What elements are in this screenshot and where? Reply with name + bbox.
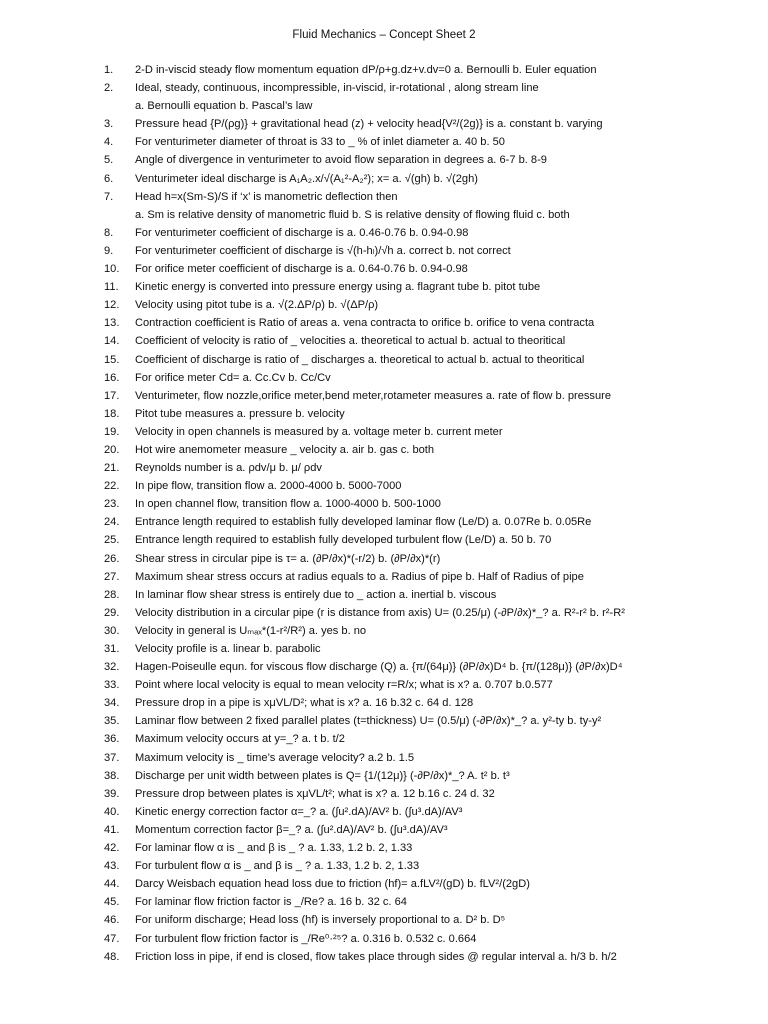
question-item	[104, 206, 704, 224]
question-text: Point where local velocity is equal to mean velocity r=R/x; what is x? a. 0.707 b.0.577	[135, 679, 553, 692]
question-item	[104, 351, 704, 369]
question-text: Velocity in open channels is measured by a. voltage meter b. current meter	[135, 425, 503, 438]
question-item	[104, 278, 704, 296]
question-item	[104, 332, 704, 350]
question-number: 12.	[104, 299, 120, 312]
question-number: 48.	[104, 950, 120, 963]
question-item	[104, 531, 704, 549]
question-text: Coefficient of discharge is ratio of _ discharges a. theoretical to actual b. actual to theoritical	[135, 353, 585, 366]
question-text: Velocity distribution in a circular pipe (r is distance from axis) U= (0.25/μ) (-∂P/∂x)*_? a. R²-r² b. r²-R²	[135, 606, 625, 619]
question-number: 36.	[104, 733, 120, 746]
question-item	[104, 477, 704, 495]
question-item	[104, 676, 704, 694]
question-text: Velocity using pitot tube is a. √(2.ΔP/ρ) b. √(ΔP/ρ)	[135, 299, 379, 312]
question-text: For orifice meter Cd= a. Cc.Cv b. Cc/Cv	[135, 371, 331, 384]
question-item	[104, 405, 704, 423]
question-number: 18.	[104, 407, 120, 420]
question-text: Maximum velocity occurs at y=_? a. t b. t/2	[135, 733, 345, 746]
question-number: 27.	[104, 570, 120, 583]
question-list	[104, 61, 704, 966]
question-item	[104, 803, 704, 821]
question-item	[104, 133, 704, 151]
question-text: Venturimeter, flow nozzle,orifice meter,bend meter,rotameter measures a. rate of flow b. pressure	[135, 389, 612, 402]
question-number: 45.	[104, 896, 120, 909]
question-item	[104, 730, 704, 748]
question-number: 8.	[104, 226, 114, 239]
question-item	[104, 387, 704, 405]
question-number: 29.	[104, 606, 120, 619]
question-text: In open channel flow, transition flow a. 1000-4000 b. 500-1000	[135, 498, 441, 511]
question-item	[104, 640, 704, 658]
question-number: 16.	[104, 371, 120, 384]
page-title: Fluid Mechanics – Concept Sheet 2	[292, 29, 476, 41]
question-number: 22.	[104, 480, 120, 493]
question-item	[104, 61, 704, 79]
question-text: Venturimeter ideal discharge is A₁A₂.x/√(A₁²-A₂²); x= a. √(gh) b. √(2gh)	[135, 172, 478, 185]
question-number: 43.	[104, 860, 120, 873]
question-item	[104, 423, 704, 441]
question-text: For orifice meter coefficient of discharge is a. 0.64-0.76 b. 0.94-0.98	[135, 263, 468, 276]
question-item	[104, 314, 704, 332]
question-item	[104, 441, 704, 459]
question-text: Maximum velocity is _ time’s average velocity? a.2 b. 1.5	[135, 751, 415, 764]
question-text: Contraction coefficient is Ratio of areas a. vena contracta to orifice b. orifice to vena contracta	[135, 317, 595, 330]
question-item	[104, 115, 704, 133]
question-item	[104, 369, 704, 387]
question-text: In pipe flow, transition flow a. 2000-4000 b. 5000-7000	[135, 480, 402, 493]
question-text: Hot wire anemometer measure _ velocity a. air b. gas c. both	[135, 443, 435, 456]
question-text: a. Bernoulli equation b. Pascal’s law	[135, 100, 313, 113]
question-number: 34.	[104, 697, 120, 710]
question-text: Velocity in general is Uₘₐₓ*(1-r²/R²) a. yes b. no	[135, 624, 367, 637]
question-text: For turbulent flow friction factor is _/Re⁰·²⁵? a. 0.316 b. 0.532 c. 0.664	[135, 932, 477, 945]
question-item	[104, 550, 704, 568]
question-number: 46.	[104, 914, 120, 927]
question-number: 25.	[104, 534, 120, 547]
question-text: For laminar flow α is _ and β is _ ? a. 1.33, 1.2 b. 2, 1.33	[135, 842, 413, 855]
question-number: 5.	[104, 154, 114, 167]
question-text: For venturimeter coefficient of discharge is √(h-hₗ)/√h a. correct b. not correct	[135, 244, 511, 257]
question-item	[104, 260, 704, 278]
question-item	[104, 930, 704, 948]
question-number: 21.	[104, 462, 120, 475]
question-number: 30.	[104, 624, 120, 637]
question-item	[104, 296, 704, 314]
question-number: 23.	[104, 498, 120, 511]
question-text: Entrance length required to establish fully developed turbulent flow (Le/D) a. 50 b. 70	[135, 534, 552, 547]
question-item	[104, 604, 704, 622]
question-text: a. Sm is relative density of manometric fluid b. S is relative density of flowing fluid c. both	[135, 208, 570, 221]
question-text: For venturimeter coefficient of discharge is a. 0.46-0.76 b. 0.94-0.98	[135, 226, 469, 239]
question-number: 47.	[104, 932, 120, 945]
question-number: 33.	[104, 679, 120, 692]
question-text: Head h=x(Sm-S)/S if ‘x’ is manometric deflection then	[135, 190, 398, 203]
question-number: 1.	[104, 64, 114, 76]
question-text: Pressure drop between plates is xμVL/t²; what is x? a. 12 b.16 c. 24 d. 32	[135, 787, 495, 800]
question-text: For laminar flow friction factor is _/Re? a. 16 b. 32 c. 64	[135, 896, 407, 909]
question-item	[104, 170, 704, 188]
question-text: Hagen-Poiseulle equn. for viscous flow discharge (Q) a. {π/(64μ)} (∂P/∂x)D⁴ b. {π/(128μ)} (∂P/∂x)D⁴	[135, 661, 623, 674]
question-item	[104, 712, 704, 730]
question-number: 42.	[104, 842, 120, 855]
question-text: 2-D in-viscid steady flow momentum equation dP/ρ+g.dz+v.dv=0 a. Bernoulli b. Euler equation	[135, 64, 597, 76]
question-number: 24.	[104, 516, 120, 529]
question-item	[104, 875, 704, 893]
question-text: Coefficient of velocity is ratio of _ velocities a. theoretical to actual b. actual to theoritical	[135, 335, 566, 348]
question-number: 14.	[104, 335, 120, 348]
question-text: Laminar flow between 2 fixed parallel plates (t=thickness) U= (0.5/μ) (-∂P/∂x)*_? a. y²-ty b. ty-y²	[135, 715, 602, 728]
question-number: 20.	[104, 443, 120, 456]
question-text: Velocity profile is a. linear b. parabolic	[135, 643, 321, 655]
question-number: 4.	[104, 136, 114, 149]
question-number: 2.	[104, 82, 114, 95]
question-number: 15.	[104, 353, 120, 366]
question-number	[104, 206, 135, 224]
question-number: 37.	[104, 751, 120, 764]
question-item	[104, 948, 704, 966]
question-text: Momentum correction factor β=_? a. (∫u².dA)/AV² b. (∫u³.dA)/AV³	[135, 823, 448, 836]
question-item	[104, 857, 704, 875]
question-text: For venturimeter diameter of throat is 33 to _ % of inlet diameter a. 40 b. 50	[135, 136, 505, 149]
question-item	[104, 188, 704, 206]
question-item	[104, 821, 704, 839]
question-number: 11.	[104, 281, 119, 294]
question-item	[104, 97, 704, 115]
question-number: 38.	[104, 769, 120, 782]
question-number: 7.	[104, 190, 114, 203]
question-text: Friction loss in pipe, if end is closed, flow takes place through sides @ regular interval a. h/3 b. h/2	[135, 950, 617, 963]
question-number: 6.	[104, 172, 114, 185]
question-number: 17.	[104, 389, 120, 402]
question-text: Maximum shear stress occurs at radius equals to a. Radius of pipe b. Half of Radius of pipe	[135, 570, 584, 583]
question-number: 13.	[104, 317, 120, 330]
question-number: 31.	[104, 643, 120, 655]
question-item	[104, 839, 704, 857]
question-item	[104, 568, 704, 586]
question-number: 9.	[104, 244, 114, 257]
question-text: For uniform discharge; Head loss (hf) is inversely proportional to a. D² b. D⁵	[135, 914, 506, 927]
question-number: 19.	[104, 425, 120, 438]
question-text: Entrance length required to establish fully developed laminar flow (Le/D) a. 0.07Re b. 0.05Re	[135, 516, 592, 529]
question-number: 39.	[104, 787, 120, 800]
question-text: Discharge per unit width between plates is Q= {1/(12μ)} (-∂P/∂x)*_? A. t² b. t³	[135, 769, 510, 782]
question-item	[104, 893, 704, 911]
question-text: For turbulent flow α is _ and β is _ ? a. 1.33, 1.2 b. 2, 1.33	[135, 860, 420, 873]
question-number: 3.	[104, 118, 114, 131]
question-number: 35.	[104, 715, 120, 728]
question-item	[104, 79, 704, 97]
question-item	[104, 658, 704, 676]
question-item	[104, 151, 704, 169]
question-number: 10.	[104, 263, 120, 276]
question-text: Pressure head {P/(ρg)} + gravitational head (z) + velocity head{V²/(2g)} is a. constant b. varying	[135, 118, 603, 131]
question-item	[104, 767, 704, 785]
question-number: 28.	[104, 588, 120, 601]
question-item	[104, 785, 704, 803]
question-number	[104, 97, 135, 115]
question-item	[104, 586, 704, 604]
question-text: In laminar flow shear stress is entirely due to _ action a. inertial b. viscous	[135, 588, 497, 601]
question-number: 44.	[104, 878, 120, 891]
question-number: 41.	[104, 823, 120, 836]
question-item	[104, 749, 704, 767]
question-text: Ideal, steady, continuous, incompressible, in-viscid, ir-rotational , along stream line	[135, 82, 539, 95]
question-item	[104, 242, 704, 260]
question-text: Pitot tube measures a. pressure b. velocity	[135, 407, 345, 420]
question-item	[104, 513, 704, 531]
question-item	[104, 459, 704, 477]
question-item	[104, 495, 704, 513]
question-text: Angle of divergence in venturimeter to avoid flow separation in degrees a. 6-7 b. 8-9	[135, 154, 547, 167]
question-item	[104, 224, 704, 242]
question-number: 40.	[104, 805, 120, 818]
question-number: 26.	[104, 552, 120, 565]
question-text: Reynolds number is a. ρdv/μ b. μ/ ρdv	[135, 462, 322, 475]
question-text: Kinetic energy correction factor α=_? a. (∫u².dA)/AV² b. (∫u³.dA)/AV³	[135, 805, 463, 818]
question-item	[104, 911, 704, 929]
question-text: Shear stress in circular pipe is τ= a. (∂P/∂x)*(-r/2) b. (∂P/∂x)*(r)	[135, 552, 441, 565]
question-item	[104, 622, 704, 640]
question-text: Kinetic energy is converted into pressure energy using a. flagrant tube b. pitot tube	[135, 281, 541, 294]
question-number: 32.	[104, 661, 120, 674]
question-text: Pressure drop in a pipe is xμVL/D²; what is x? a. 16 b.32 c. 64 d. 128	[135, 697, 474, 710]
question-item	[104, 694, 704, 712]
question-text: Darcy Weisbach equation head loss due to friction (hf)= a.fLV²/(gD) b. fLV²/(2gD)	[135, 878, 530, 891]
